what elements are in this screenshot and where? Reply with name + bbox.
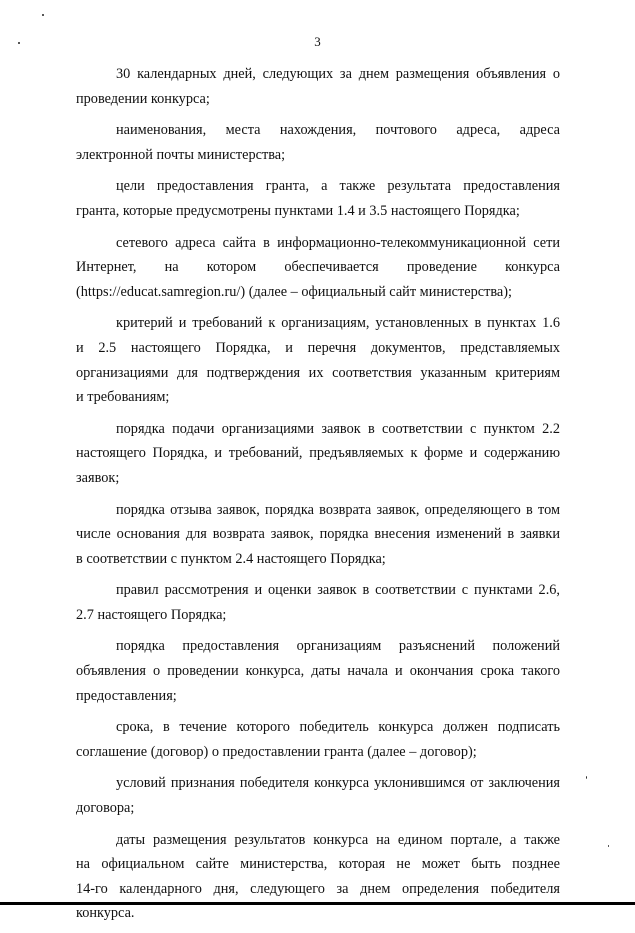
text-line: критерий и требований к организациям, установленных в пунктах 1.6 <box>116 315 560 332</box>
text-line: настоящего Порядка, и требований, предъявляемых к форме и содержанию <box>76 445 560 462</box>
page-number: 3 <box>314 34 321 49</box>
text-line: заявок; <box>76 469 120 486</box>
text-line: на официальном сайте министерства, которая не может быть позднее <box>76 856 560 873</box>
text-line: соглашение (договор) о предоставлении гранта (далее – договор); <box>76 743 477 760</box>
text-line: в соответствии с пунктом 2.4 настоящего Порядка; <box>76 550 386 567</box>
text-line: гранта, которые предусмотрены пунктами 1.4 и 3.5 настоящего Порядка; <box>76 202 520 219</box>
text-line: условий признания победителя конкурса уклонившимся от заключения <box>116 775 560 792</box>
scan-speck <box>608 845 609 847</box>
paragraph <box>76 311 560 409</box>
paragraph <box>76 828 560 926</box>
text-line: цели предоставления гранта, а также результата предоставления <box>116 178 560 195</box>
paragraph <box>76 715 560 764</box>
text-line: организациями для подтверждения их соответствия указанным критериям <box>76 364 560 381</box>
text-line: и требованиям; <box>76 389 170 406</box>
text-line: и 2.5 настоящего Порядка, и перечня документов, представляемых <box>76 339 560 356</box>
text-line: правил рассмотрения и оценки заявок в соответствии с пунктами 2.6, <box>116 582 560 599</box>
text-line: порядка предоставления организациям разъяснений положений <box>116 638 560 655</box>
scan-speck <box>586 776 587 779</box>
text-line: объявления о проведении конкурса, даты начала и окончания срока такого <box>76 663 560 680</box>
text-line: сетевого адреса сайта в информационно-телекоммуникационной сети <box>116 234 560 251</box>
paragraph <box>76 231 560 305</box>
paragraph <box>76 118 560 167</box>
paragraph <box>76 417 560 491</box>
paragraph <box>76 174 560 223</box>
text-line: наименования, места нахождения, почтового адреса, адреса <box>116 122 560 139</box>
text-line: проведении конкурса; <box>76 90 210 107</box>
text-line: электронной почты министерства; <box>76 146 286 163</box>
text-line: 2.7 настоящего Порядка; <box>76 606 227 623</box>
text-line: числе основания для возврата заявок, порядка внесения изменений в заявки <box>76 526 560 543</box>
text-line: предоставления; <box>76 687 177 704</box>
text-line: 14-го календарного дня, следующего за днем определения победителя <box>76 880 560 897</box>
document-body <box>76 62 560 933</box>
text-line: 30 календарных дней, следующих за днем размещения объявления о <box>116 66 560 82</box>
text-line: конкурса. <box>76 905 135 922</box>
text-line: порядка отзыва заявок, порядка возврата заявок, определяющего в том <box>116 501 560 518</box>
scan-speck <box>42 14 44 16</box>
scan-speck <box>18 42 20 44</box>
paragraph <box>76 498 560 572</box>
text-line: даты размещения результатов конкурса на едином портале, а также <box>116 831 560 848</box>
text-line: срока, в течение которого победитель конкурса должен подписать <box>116 719 560 736</box>
text-line: Интернет, на котором обеспечивается проведение конкурса <box>76 259 560 276</box>
paragraph <box>76 634 560 708</box>
text-line: порядка подачи организациями заявок в соответствии с пунктом 2.2 <box>116 420 560 437</box>
paragraph <box>76 771 560 820</box>
paragraph <box>76 62 560 111</box>
text-line: (https://educat.samregion.ru/) (далее – официальный сайт министерства); <box>76 283 512 300</box>
paragraph <box>76 578 560 627</box>
text-line: договора; <box>76 800 135 817</box>
